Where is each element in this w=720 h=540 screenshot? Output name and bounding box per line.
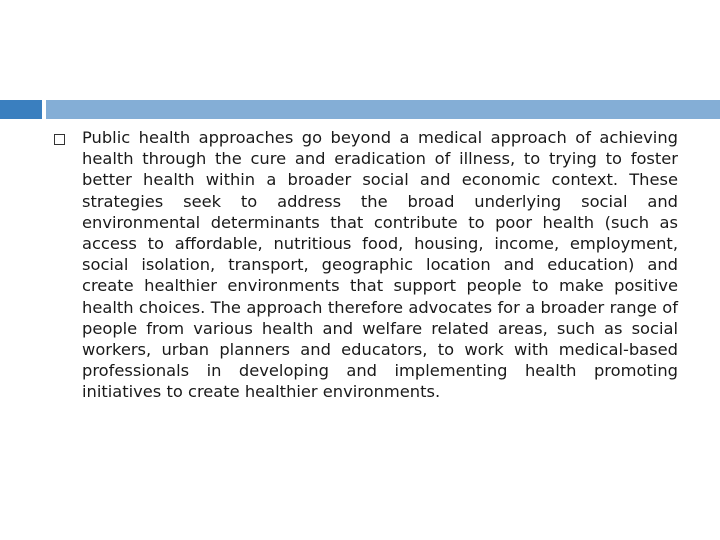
body-paragraph: Public health approaches go beyond a medical approach of achieving health through the cure and eradication of illness, to trying to foster better health within a broader social and economic context. These strategies seek to address the broad underlying social and environmental determinants that contribute to poor health (such as access to affordable, nutritious food, housing, income, employment, social isolation, transport, geographic location and education) and create healthier environments that support people to make positive health choices. The approach therefore advocates for a broader range of people from various health and welfare related areas, such as social workers, urban planners and educators, to work with medical-based professionals in developing and implementing health promoting initiatives to create healthier environments. xyxy=(82,128,678,402)
header-accent-bar-right xyxy=(46,100,720,119)
header-accent-bar-left xyxy=(0,100,42,119)
square-bullet-icon xyxy=(54,134,65,145)
